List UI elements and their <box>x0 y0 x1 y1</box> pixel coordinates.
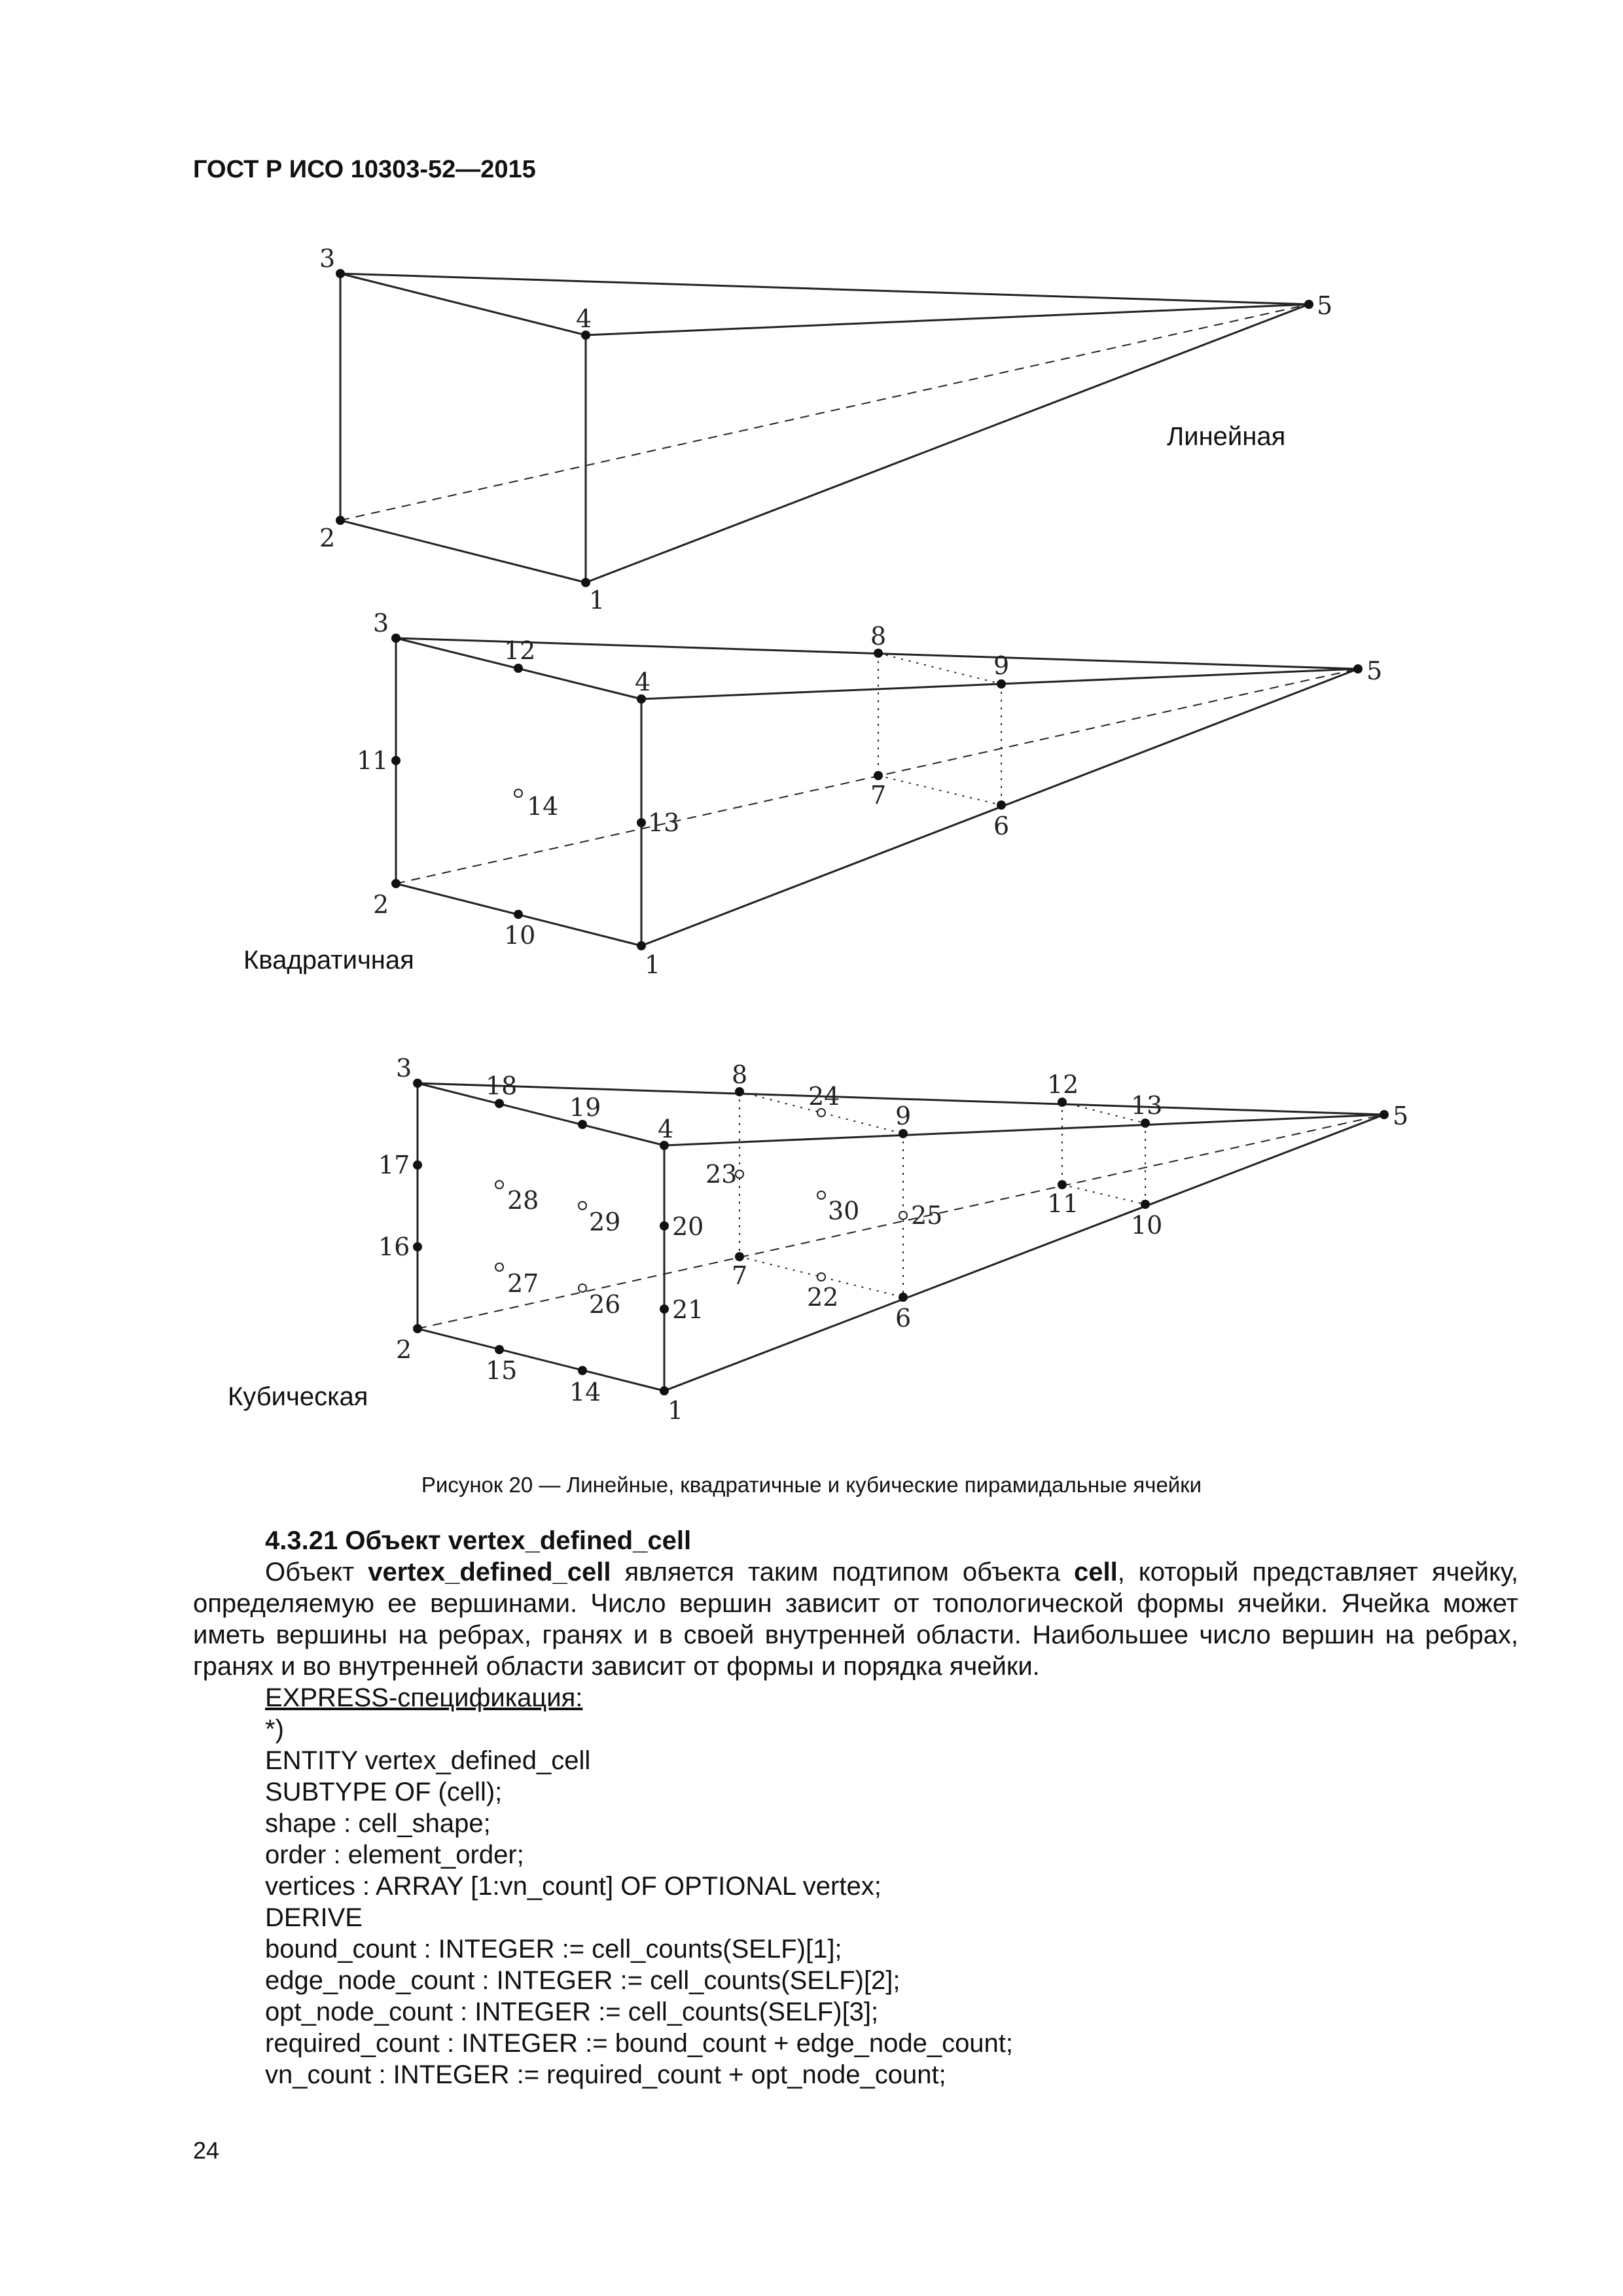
linear-label: Линейная <box>1167 422 1286 451</box>
svg-text:22: 22 <box>807 1283 839 1312</box>
code-line: shape : cell_shape; <box>265 1809 491 1838</box>
svg-text:13: 13 <box>1131 1091 1163 1120</box>
svg-text:1: 1 <box>589 586 605 615</box>
code-line: vertices : ARRAY [1:vn_count] OF OPTIONAL vertex; <box>265 1872 882 1901</box>
svg-text:1: 1 <box>668 1396 684 1425</box>
svg-text:3: 3 <box>373 609 389 637</box>
svg-text:20: 20 <box>672 1212 704 1241</box>
svg-text:16: 16 <box>378 1232 410 1261</box>
express-label: EXPRESS-спецификация: <box>265 1683 583 1712</box>
code-line: bound_count : INTEGER := cell_counts(SELF)[1]; <box>265 1935 842 1964</box>
svg-text:6: 6 <box>993 812 1010 840</box>
linear-pyramid <box>340 274 1309 583</box>
svg-text:12: 12 <box>1047 1070 1079 1099</box>
svg-text:19: 19 <box>569 1093 601 1122</box>
svg-text:4: 4 <box>635 668 651 696</box>
svg-text:5: 5 <box>1366 656 1383 685</box>
svg-text:5: 5 <box>1393 1102 1409 1130</box>
code-line: opt_node_count : INTEGER := cell_counts(SELF)[3]; <box>265 1998 879 2026</box>
svg-text:5: 5 <box>1317 291 1333 320</box>
svg-text:25: 25 <box>911 1201 943 1230</box>
document-header: ГОСТ Р ИСО 10303-52—2015 <box>193 156 536 183</box>
code-line: ENTITY vertex_defined_cell <box>265 1746 591 1775</box>
section-4-3-21 <box>193 1525 1518 2090</box>
svg-text:2: 2 <box>319 524 336 552</box>
svg-text:7: 7 <box>870 781 887 810</box>
svg-text:14: 14 <box>569 1378 601 1407</box>
code-line: SUBTYPE OF (cell); <box>265 1778 503 1806</box>
svg-text:2: 2 <box>373 890 389 919</box>
page-number: 24 <box>193 2137 220 2164</box>
svg-text:11: 11 <box>1047 1189 1079 1218</box>
svg-text:7: 7 <box>732 1261 748 1290</box>
svg-text:23: 23 <box>705 1160 738 1189</box>
svg-text:10: 10 <box>504 921 536 950</box>
svg-text:28: 28 <box>507 1186 539 1215</box>
express-block <box>265 1682 1518 2090</box>
svg-text:4: 4 <box>576 304 592 333</box>
svg-text:10: 10 <box>1131 1211 1163 1240</box>
code-line: *) <box>265 1715 284 1744</box>
code-line: DERIVE <box>265 1903 363 1932</box>
svg-text:29: 29 <box>589 1208 621 1236</box>
svg-text:8: 8 <box>870 622 887 651</box>
code-line: order : element_order; <box>265 1840 524 1869</box>
svg-text:4: 4 <box>658 1115 674 1143</box>
section-heading: 4.3.21 Объект vertex_defined_cell <box>265 1526 692 1555</box>
cubic-label: Кубическая <box>228 1382 368 1411</box>
section-paragraph: Объект vertex_defined_cell является таким подтипом объекта cell, который представляет ячейку, определяемую ее вершинами. Число вершин зависит от топологической формы ячейки. Ячейка может иметь вершины на ребрах, гранях и в своей внутренней области. Наибольшее число вершин на ребрах, гранях и во внутренней области зависит от формы и порядка ячейки. <box>193 1558 1518 1681</box>
svg-text:1: 1 <box>645 950 661 979</box>
svg-text:8: 8 <box>732 1060 748 1089</box>
svg-text:3: 3 <box>396 1054 412 1083</box>
svg-text:12: 12 <box>504 636 536 665</box>
svg-text:30: 30 <box>828 1196 860 1225</box>
svg-text:6: 6 <box>895 1304 912 1333</box>
svg-text:9: 9 <box>895 1102 912 1130</box>
svg-text:13: 13 <box>648 808 680 837</box>
code-line: required_count : INTEGER := bound_count + edge_node_count; <box>265 2029 1014 2058</box>
quadratic-label: Квадратичная <box>243 946 414 975</box>
code-line: edge_node_count : INTEGER := cell_counts(SELF)[2]; <box>265 1966 901 1995</box>
svg-text:2: 2 <box>396 1335 412 1364</box>
svg-text:15: 15 <box>486 1356 518 1385</box>
svg-text:26: 26 <box>589 1290 621 1319</box>
svg-text:17: 17 <box>378 1151 410 1179</box>
svg-text:14: 14 <box>527 792 559 821</box>
svg-text:11: 11 <box>357 746 389 775</box>
figure-caption: Рисунок 20 — Линейные, квадратичные и кубические пирамидальные ячейки <box>421 1473 1202 1497</box>
svg-text:27: 27 <box>507 1269 539 1298</box>
svg-text:9: 9 <box>993 651 1010 680</box>
code-line: vn_count : INTEGER := required_count + opt_node_count; <box>265 2060 946 2089</box>
svg-text:3: 3 <box>319 244 336 273</box>
svg-text:21: 21 <box>672 1295 704 1324</box>
svg-text:18: 18 <box>486 1071 518 1100</box>
svg-text:24: 24 <box>808 1082 840 1111</box>
